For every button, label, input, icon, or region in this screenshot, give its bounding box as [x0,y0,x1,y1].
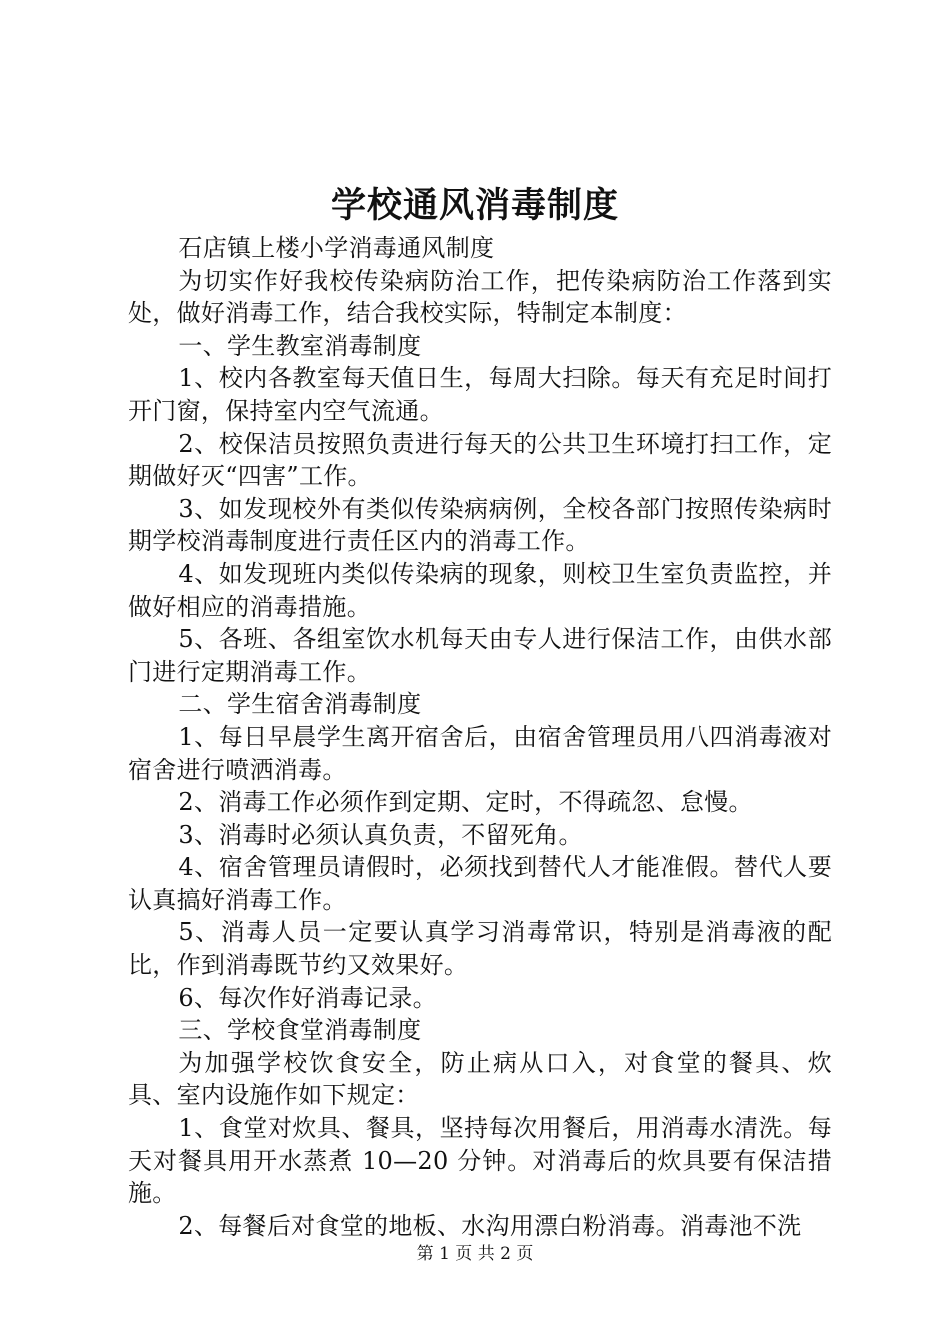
paragraph-canteen-2: 2、每餐后对食堂的地板、水沟用漂白粉消毒。消毒池不洗 [178,1211,802,1240]
paragraph-classroom-4: 4、如发现班内类似传染病的现象，则校卫生室负责监控，并做好相应的消毒措施。 [128,559,832,621]
section-heading-canteen: 三、学校食堂消毒制度 [178,1016,422,1045]
paragraph-classroom-5: 5、各班、各组室饮水机每天由专人进行保洁工作，由供水部门进行定期消毒工作。 [128,625,832,686]
document-title: 学校通风消毒制度 [330,185,619,226]
page-footer: 第 1 页 共 2 页 [416,1244,534,1264]
document-body [128,232,832,1242]
paragraph-classroom-2: 2、校保洁员按照负责进行每天的公共卫生环境打扫工作，定期做好灭“四害”工作。 [128,429,832,491]
section-heading-dormitory: 二、学生宿舍消毒制度 [178,690,422,719]
paragraph-school-name: 石店镇上楼小学消毒通风制度 [178,234,495,262]
paragraph-dormitory-6: 6、每次作好消毒记录。 [178,983,437,1012]
paragraph-dormitory-5: 5、消毒人员一定要认真学习消毒常识，特别是消毒液的配比，作到消毒既节约又效果好。 [128,918,832,980]
paragraph-dormitory-1: 1、每日早晨学生离开宿舍后，由宿舍管理员用八四消毒液对宿舍进行喷洒消毒。 [128,722,832,784]
paragraph-classroom-1: 1、校内各教室每天值日生，每周大扫除。每天有充足时间打开门窗，保持室内空气流通。 [128,364,832,425]
paragraph-classroom-3: 3、如发现校外有类似传染病病例，全校各部门按照传染病时期学校消毒制度进行责任区内的消毒工作。 [128,494,832,556]
paragraph-canteen-intro: 为加强学校饮食安全，防止病从口入，对食堂的餐具、炊具、室内设施作如下规定： [128,1048,832,1110]
paragraph-dormitory-3: 3、消毒时必须认真负责，不留死角。 [178,820,583,849]
paragraph-dormitory-4: 4、宿舍管理员请假时，必须找到替代人才能准假。替代人要认真搞好消毒工作。 [128,853,832,914]
paragraph-canteen-1: 1、食堂对炊具、餐具，坚持每次用餐后，用消毒水清洗。每天对餐具用开水蒸煮 10—20 分钟。对消毒后的炊具要有保洁措施。 [128,1114,832,1208]
paragraph-dormitory-2: 2、消毒工作必须作到定期、定时，不得疏忽、怠慢。 [178,788,753,817]
paragraph-intro: 为切实作好我校传染病防治工作，把传染病防治工作落到实处，做好消毒工作，结合我校实际，特制定本制度： [128,266,832,328]
section-heading-classroom: 一、学生教室消毒制度 [178,331,422,360]
